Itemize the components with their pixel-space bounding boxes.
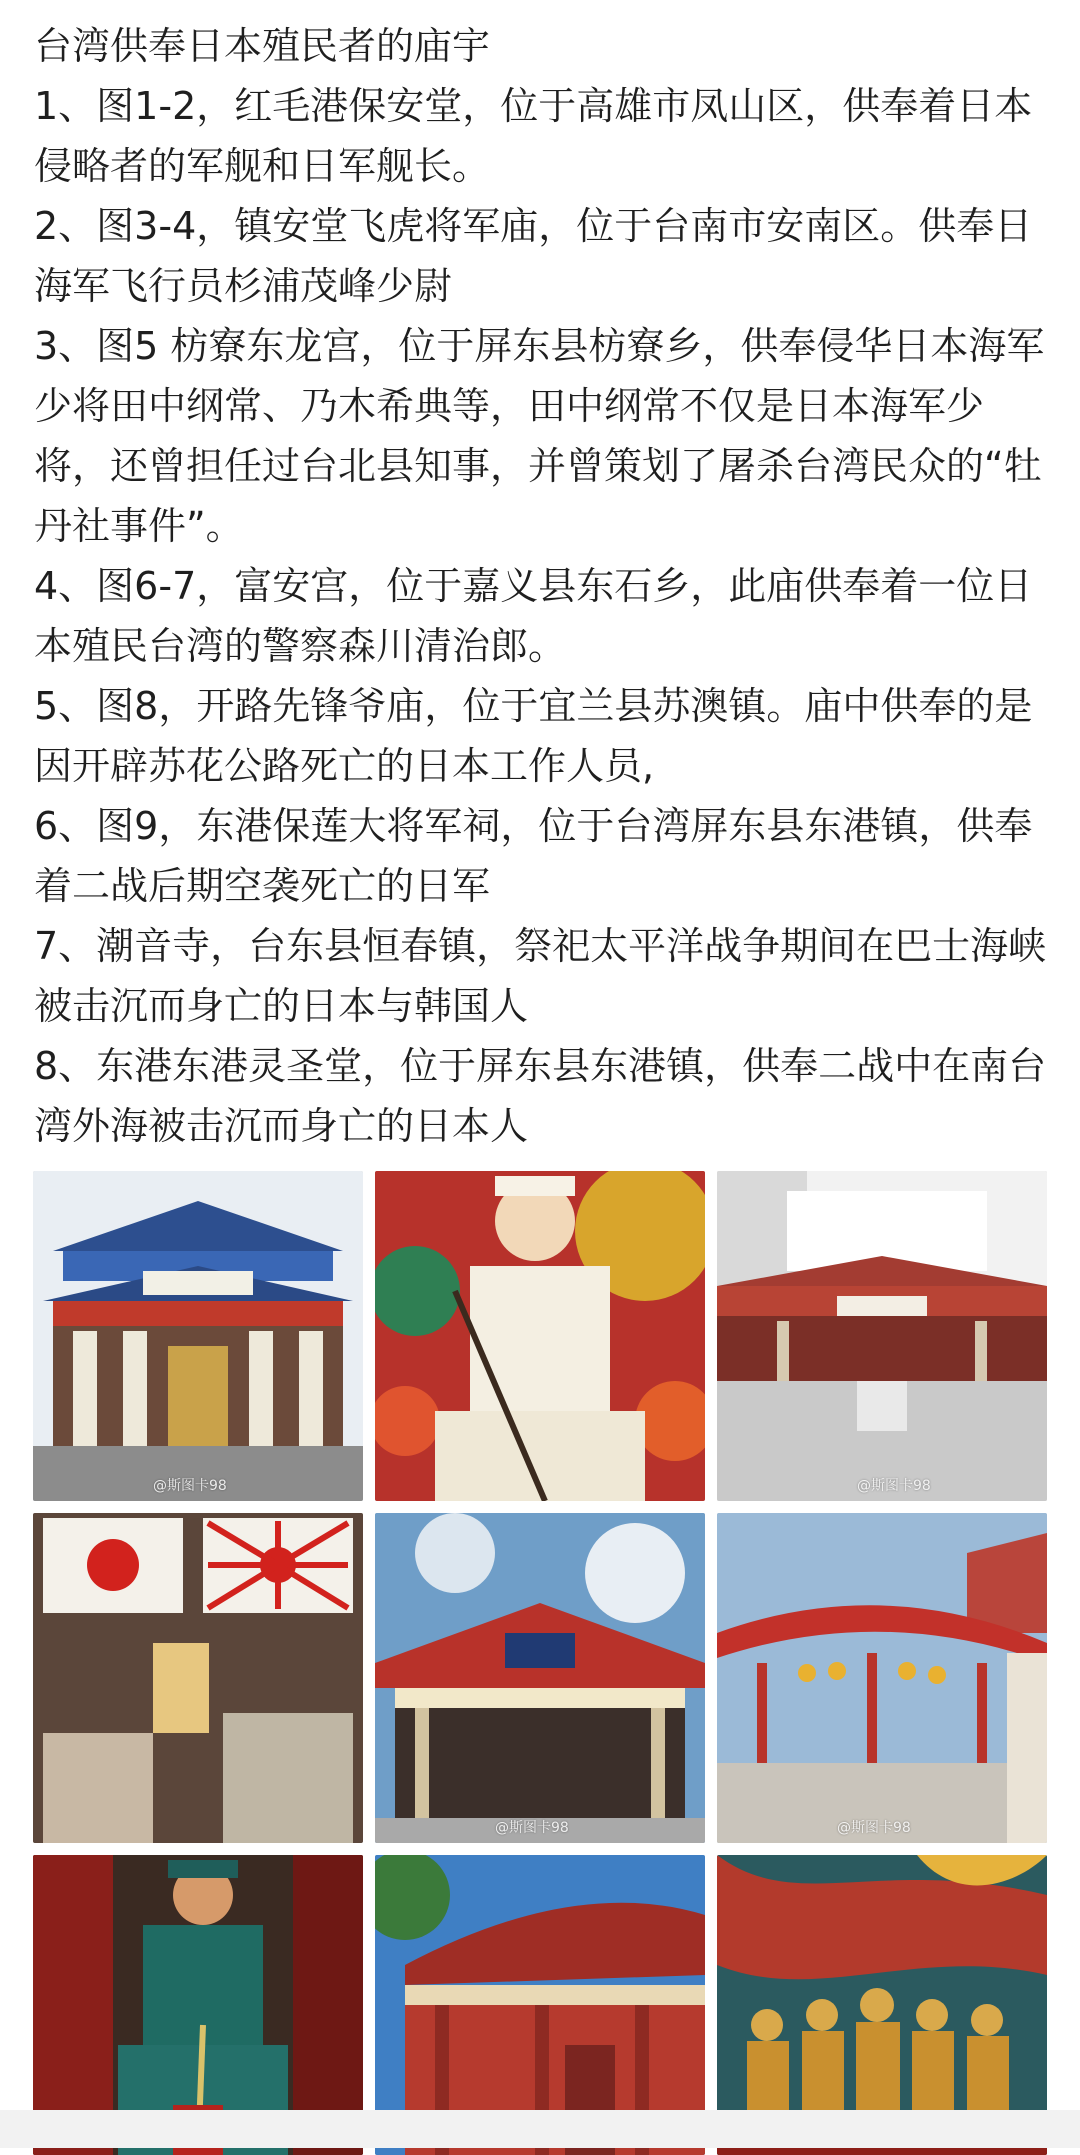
paragraph-6: 6、图9，东港保莲大将军祠，位于台湾屏东县东港镇，供奉着二战后期空袭死亡的日军 [34,804,1033,908]
gallery-image-3[interactable] [717,1171,1047,1501]
gallery-image-4[interactable] [33,1513,363,1843]
paragraph-2: 2、图3-4，镇安堂飞虎将军庙，位于台南市安南区。供奉日海军飞行员杉浦茂峰少尉 [34,204,1033,308]
image-gallery [33,1171,1047,2148]
paragraph-8: 8、东港东港灵圣堂，位于屏东县东港镇，供奉二战中在南台湾外海被击沉而身亡的日本人 [34,1044,1047,1148]
paragraph-7: 7、潮音寺，台东县恒春镇，祭祀太平洋战争期间在巴士海峡被击沉而身亡的日本与韩国人 [34,924,1047,1028]
article-title: 台湾供奉日本殖民者的庙宇 [34,24,491,68]
watermark: @斯图卡98 [837,1820,911,1836]
gallery-image-2[interactable] [375,1171,705,1501]
watermark: @斯图卡98 [857,1478,931,1494]
paragraph-4: 4、图6-7，富安宫，位于嘉义县东石乡，此庙供奉着一位日本殖民台湾的警察森川清治郎。 [34,564,1033,668]
article [34,16,1049,1156]
gallery-image-5[interactable] [375,1513,705,1843]
watermark: @斯图卡98 [495,1820,569,1836]
paragraph-3: 3、图5 枋寮东龙宫，位于屏东县枋寮乡，供奉侵华日本海军少将田中纲常、乃木希典等，田中纲常不仅是日本海军少将，还曾担任过台北县知事，并曾策划了屠杀台湾民众的“牡丹社事件”。 [34,324,1045,548]
bottom-bar [0,2110,1080,2148]
paragraph-1: 1、图1-2，红毛港保安堂，位于高雄市凤山区，供奉着日本侵略者的军舰和日军舰长。 [34,84,1033,188]
watermark: @斯图卡98 [153,1478,227,1494]
gallery-image-6[interactable] [717,1513,1047,1843]
paragraph-5: 5、图8，开路先锋爷庙，位于宜兰县苏澳镇。庙中供奉的是因开辟苏花公路死亡的日本工作人员, [34,684,1033,788]
gallery-image-1[interactable] [33,1171,363,1501]
